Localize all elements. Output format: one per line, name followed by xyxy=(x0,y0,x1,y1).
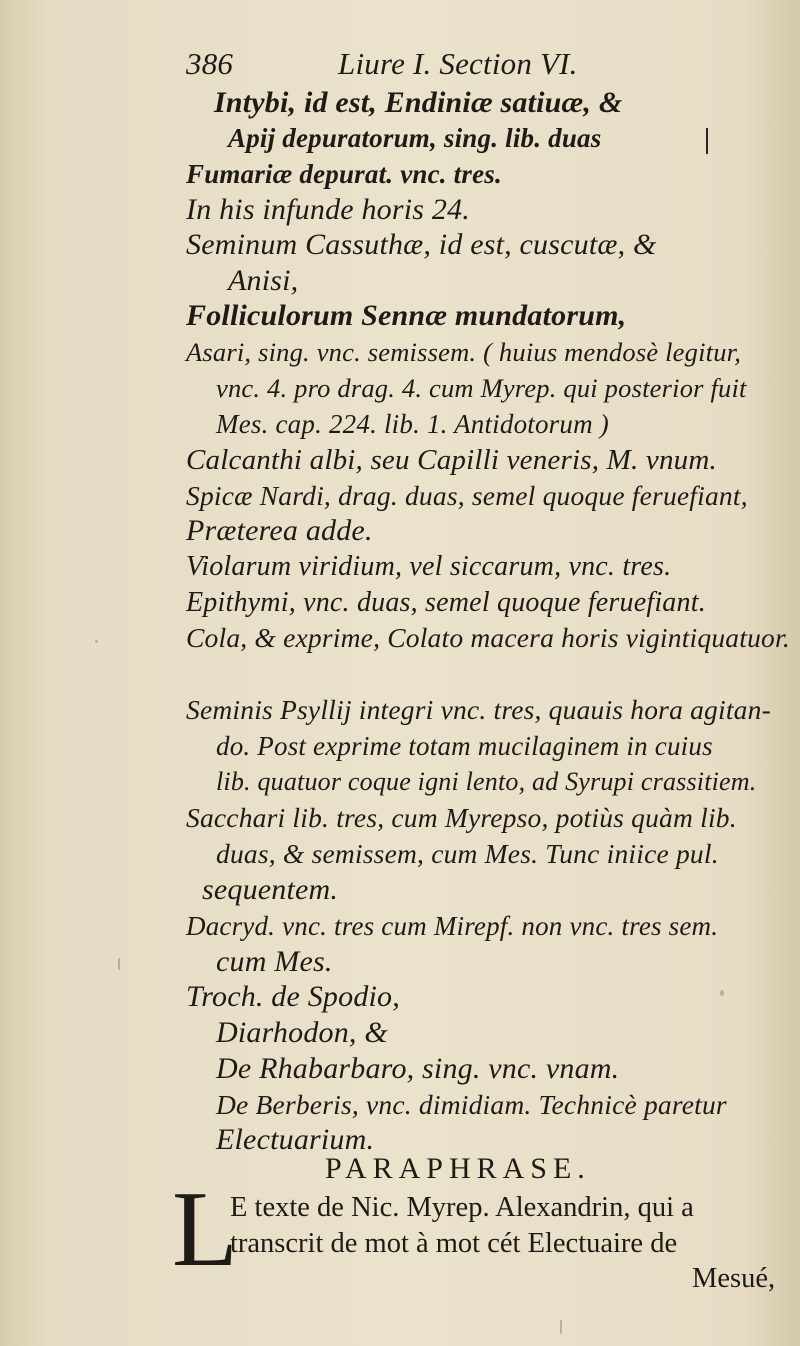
recipe-line: Epithymi, vnc. duas, semel quoque feruefiant. xyxy=(186,587,706,618)
drop-cap: L xyxy=(172,1170,238,1289)
paraphrase-line: transcrit de mot à mot cét Electuaire de xyxy=(230,1228,678,1259)
paraphrase-line: E texte de Nic. Myrep. Alexandrin, qui a xyxy=(230,1192,694,1223)
recipe-line: do. Post exprime totam mucilaginem in cuius xyxy=(216,731,713,761)
margin-mark xyxy=(706,128,708,154)
recipe-line: Electuarium. xyxy=(216,1123,375,1156)
recipe-line: Violarum viridium, vel siccarum, vnc. tres. xyxy=(186,551,672,582)
recipe-line: Spicæ Nardi, drag. duas, semel quoque feruefiant, xyxy=(186,480,748,511)
recipe-line: Seminum Cassuthæ, id est, cuscutæ, & xyxy=(186,228,657,261)
recipe-line: vnc. 4. pro drag. 4. cum Myrep. qui posterior fuit xyxy=(216,373,747,403)
recipe-line: Calcanthi albi, seu Capilli veneris, M. vnum. xyxy=(186,444,717,476)
recipe-line: Dacryd. vnc. tres cum Mirepf. non vnc. tres sem. xyxy=(186,911,719,941)
recipe-line: De Berberis, vnc. dimidiam. Technicè paretur xyxy=(216,1089,727,1120)
recipe-line: Apij depuratorum, sing. lib. duas xyxy=(228,123,602,153)
recipe-line: Præterea adde. xyxy=(186,514,373,547)
recipe-line: Folliculorum Sennæ mundatorum, xyxy=(186,299,627,332)
section-heading: PARAPHRASE. xyxy=(325,1152,591,1185)
running-title: Liure I. Section VI. xyxy=(338,46,578,81)
paraphrase-line: Mesué, xyxy=(692,1263,776,1294)
recipe-line: Cola, & exprime, Colato macera horis vigintiquatuor. xyxy=(186,622,790,653)
recipe-line: Asari, sing. vnc. semissem. ( huius mendosè legitur, xyxy=(186,337,742,367)
recipe-line: De Rhabarbaro, sing. vnc. vnam. xyxy=(216,1052,620,1085)
recipe-line: Anisi, xyxy=(228,264,299,297)
recipe-line: Troch. de Spodio, xyxy=(186,980,400,1013)
recipe-line: Sacchari lib. tres, cum Myrepso, potiùs quàm lib. xyxy=(186,802,737,833)
page-number: 386 xyxy=(186,46,234,81)
recipe-line: cum Mes. xyxy=(216,945,333,978)
recipe-line: Intybi, id est, Endiniæ satiuæ, & xyxy=(214,86,623,119)
recipe-line: Fumariæ depurat. vnc. tres. xyxy=(186,159,502,189)
recipe-line: Mes. cap. 224. lib. 1. Antidotorum ) xyxy=(216,409,609,439)
recipe-line: Seminis Psyllij integri vnc. tres, quauis hora agitan- xyxy=(186,694,771,725)
recipe-line: In his infunde horis 24. xyxy=(186,193,470,226)
recipe-line: lib. quatuor coque igni lento, ad Syrupi crassitiem. xyxy=(216,767,757,796)
recipe-line: sequentem. xyxy=(202,873,339,906)
recipe-line: Diarhodon, & xyxy=(216,1016,388,1049)
recipe-line: duas, & semissem, cum Mes. Tunc iniice pul. xyxy=(216,838,719,869)
